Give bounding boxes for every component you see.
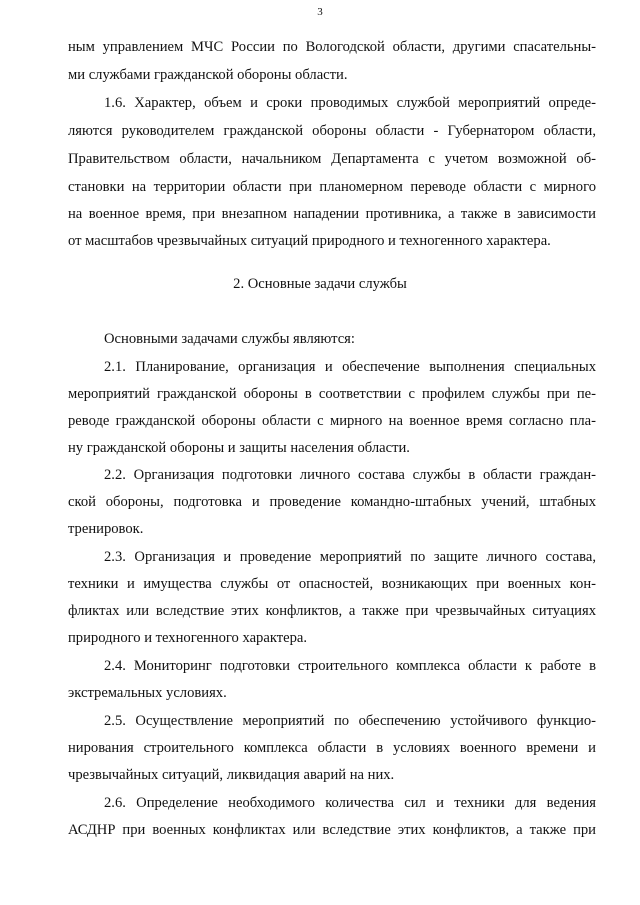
text-line: мероприятий гражданской обороны в соответствии с профилем службы при пе- (68, 386, 596, 402)
text-line: 2.1. Планирование, организация и обеспечение выполнения специальных (104, 359, 596, 375)
text-line: на военное время, при внезапном нападении противника, а также в зависимости (68, 206, 596, 222)
text-line: техники и имущества службы от опасностей, возникающих при военных кон- (68, 576, 596, 592)
text-line: 2.2. Организация подготовки личного состава службы в области граждан- (104, 467, 596, 483)
text-line: 2.4. Мониторинг подготовки строительного комплекса области к работе в (104, 658, 596, 674)
text-line: Правительством области, начальником Департамента с учетом возможной об- (68, 151, 596, 167)
text-line: тренировок. (68, 521, 144, 537)
text-line: реводе гражданской обороны области с мирного на военное время согласно пла- (68, 413, 596, 429)
text-line: ми службами гражданской обороны области. (68, 67, 348, 83)
text-line: от масштабов чрезвычайных ситуаций природного и техногенного характера. (68, 233, 551, 249)
text-line: ской обороны, подготовка и проведение командно-штабных учений, штабных (68, 494, 596, 510)
text-line: 2.3. Организация и проведение мероприятий по защите личного состава, (104, 549, 596, 565)
text-line: становки на территории области при планомерном переводе области с мирного (68, 179, 596, 195)
page-number: 3 (317, 6, 323, 18)
text-line: чрезвычайных ситуаций, ликвидация аварий на них. (68, 767, 395, 783)
text-line: фликтах или вследствие этих конфликтов, а также при чрезвычайных ситуациях (68, 603, 596, 619)
section-heading: 2. Основные задачи службы (233, 276, 407, 292)
text-line: ляются руководителем гражданской обороны области - Губернатором области, (68, 123, 596, 139)
text-line: 1.6. Характер, объем и сроки проводимых службой мероприятий опреде- (104, 95, 596, 111)
text-line: 2.5. Осуществление мероприятий по обеспечению устойчивого функцио- (104, 713, 596, 729)
text-line: нирования строительного комплекса области в условиях военного времени и (68, 740, 596, 756)
text-line: природного и техногенного характера. (68, 630, 308, 646)
text-line: АСДНР при военных конфликтах или вследствие этих конфликтов, а также при (68, 822, 596, 838)
text-line: ным управлением МЧС России по Вологодской области, другими спасательны- (68, 39, 596, 55)
text-line: Основными задачами службы являются: (104, 331, 355, 347)
text-line: экстремальных условиях. (68, 685, 227, 701)
text-line: 2.6. Определение необходимого количества сил и техники для ведения (104, 795, 596, 811)
text-line: ну гражданской обороны и защиты населения области. (68, 440, 410, 456)
